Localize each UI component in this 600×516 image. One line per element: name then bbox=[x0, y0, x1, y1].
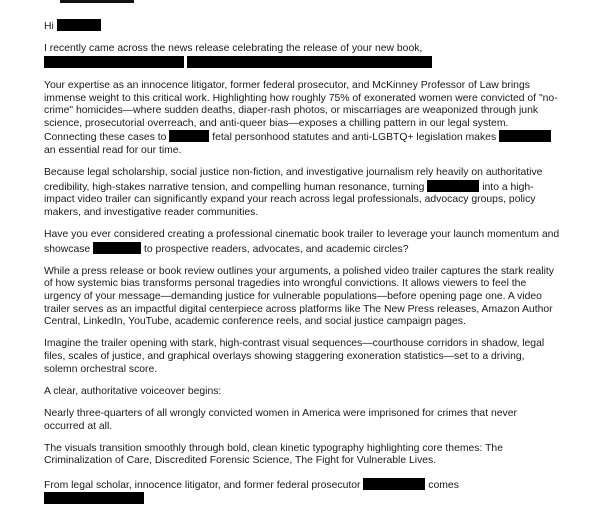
credibility-text-b: into a high-impact video trailer can significantly expand your reach across legal professionals, advocacy groups, policy makers, and investigative reader communities. bbox=[44, 181, 536, 218]
transition-paragraph: The visuals transition smoothly through bold, clean kinetic typography highlighting core themes: The Criminalization of Care, Discredited Forensic Science, The Fight for Vulnerable Lives. bbox=[44, 442, 503, 467]
expertise-text-c: an essential read for our time. bbox=[44, 144, 182, 156]
redacted-book-title bbox=[44, 56, 184, 68]
closing-paragraph bbox=[44, 478, 560, 507]
expertise-paragraph bbox=[44, 80, 560, 158]
redacted-book-title bbox=[93, 242, 141, 254]
redacted-book-title bbox=[44, 492, 144, 504]
redacted-author-name bbox=[363, 478, 425, 490]
intro-text: I recently came across the news release celebrating the release of your new book, bbox=[44, 43, 423, 55]
credibility-text-a: Because legal scholarship, social justice non-fiction, and investigative journalism rely heavily on authoritative credibility, high-stakes narrative tension, and compelling human resonance, turning bbox=[44, 167, 543, 193]
redacted-book-title bbox=[427, 180, 479, 192]
question-paragraph bbox=[44, 229, 560, 256]
question-text-a: Have you ever considered creating a professional cinematic book trailer to leverage your launch momentum and showcase bbox=[44, 229, 560, 255]
redacted-name bbox=[57, 19, 101, 31]
email-body bbox=[44, 19, 560, 516]
greeting: Hi bbox=[44, 21, 54, 32]
closing-text-b: comes bbox=[428, 479, 459, 491]
top-divider bbox=[60, 0, 134, 3]
expertise-text-b: fetal personhood statutes and anti-LGBTQ+ legislation makes bbox=[212, 132, 497, 144]
voiceover-quote: Nearly three-quarters of all wrongly convicted women in America were imprisoned for crimes that never occurred at all. bbox=[44, 408, 517, 432]
closing-text-a: From legal scholar, innocence litigator, and former federal prosecutor bbox=[44, 479, 361, 491]
trailer-value-paragraph: While a press release or book review outlines your arguments, a polished video trailer captures the stark reality of how systemic bias transforms personal tragedies into wrongful convictions. It allows viewers to feel the urgency of your message—demanding justice for vulnerable populations—before opening page one. A video trailer serves as an impactful digital centerpiece across platforms like The New Press releases, Amazon Author Central, LinkedIn, YouTube, academic conference reels, and social justice campaign pages. bbox=[44, 265, 554, 328]
greeting-line bbox=[44, 19, 560, 34]
voiceover-intro: A clear, authoritative voiceover begins: bbox=[44, 385, 222, 397]
redacted-book-title bbox=[499, 130, 551, 142]
expertise-text-a: Your expertise as an innocence litigator, former federal prosecutor, and McKinney Professor of Law brings immense weight to this critical work. Highlighting how roughly 75% of exonerated women were convicted of "no-crime" homicides—where sudden deaths, diaper-rash photos, or miscarriages are weaponized through junk science, prosecutorial overreach, and anti-queer bias—exposes a chilling pattern in our legal system. Connecting these cases to bbox=[44, 79, 558, 144]
imagine-paragraph: Imagine the trailer opening with stark, high-contrast visual sequences—courthouse corridors in shadow, legal files, scales of justice, and graphical overlays showing staggering exoneration statistics—set to a driving, solemn orchestral score. bbox=[44, 338, 545, 375]
question-text-b: to prospective readers, advocates, and academic circles? bbox=[144, 243, 409, 255]
redacted-term bbox=[169, 130, 209, 142]
redacted-book-title-cont bbox=[187, 56, 432, 68]
intro-paragraph bbox=[44, 43, 560, 70]
credibility-paragraph bbox=[44, 167, 560, 219]
